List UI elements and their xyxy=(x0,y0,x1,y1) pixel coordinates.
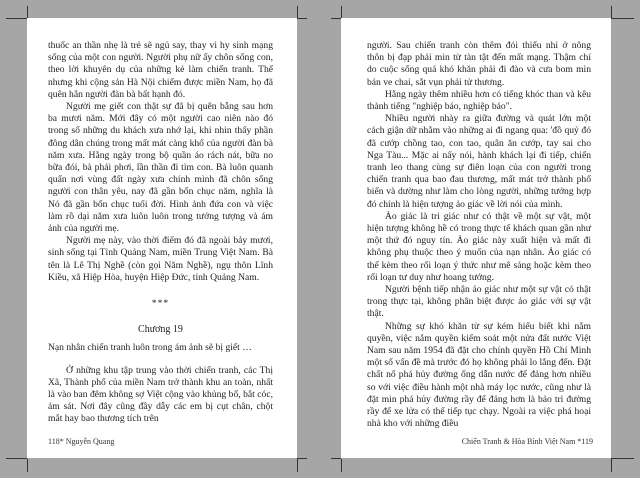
paragraph: Những sự khó khăn từ sự kém hiểu biết khi nắm quyền, việc nắm quyền kiểm soát một nửa đất nước Việt Nam sau năm 1954 đã đặt cho chính quyền Hồ Chí Minh một số vấn đề mà trước đó họ không phải lo lắng đến. Đặt chất nổ phá hủy đường ống dẫn nước để đảng hơn nhiều so với việc điều hành một nhà máy lọc nước, cũng như là đặt mìn phá hủy đường rầy để đảng hơn là bảo trì đường rầy để xe lửa có thể tiếp tục chạy. Ngoài ra việc phá hoại nhà kho với những điều xyxy=(367,320,591,430)
crop-mark xyxy=(341,459,342,472)
crop-mark xyxy=(611,18,634,19)
left-page xyxy=(27,18,297,458)
paragraph: Ở những khu tập trung vào thời chiến tranh, các Thị Xã, Thành phố của miền Nam trở thành khu an toàn, nhất là vào ban đêm không sợ Việt cộng vào khủng bố, bắt cóc, ám sát. Nơi đây cũng đầy dẫy các em bị cụt chân, chột mắt hay bao thương tích trên xyxy=(48,364,273,425)
crop-mark xyxy=(27,6,28,18)
crop-mark xyxy=(611,6,612,18)
chapter-subtitle: Nạn nhân chiến tranh luôn trong ám ảnh sẽ bị giết … xyxy=(48,342,252,354)
crop-mark xyxy=(297,459,298,472)
paragraph: Nhiều người nhày ra giữa đường và quát lớn một cách giận dữ nhằm vào những ai đi ngang qua: 'đồ quỷ đỏ đã cướp chồng tao, con tao, quân ăn cướp, tay sai cho Nga Tàu... Mặc ai nấy nói, hành khách lại đi tiếp, chiến tranh leo thang cùng sự điên loạn của con người trong chiến tranh qua bao đau thương, mất mát trở thành phố biến và dường như làm cho lòng người, những tưởng hợp đó chính là hiện tượng ảo giác về lời nói của mình. xyxy=(367,113,591,210)
left-page-text xyxy=(48,40,273,426)
paragraph: Hằng ngày thêm nhiều hơn có tiếng khóc than và kêu thành tiếng "nghiệp báo, nghiệp báo". xyxy=(367,88,591,113)
paragraph: người. Sau chiến tranh còn thêm đói thiếu nhỉ ở nông thôn bị đạp phải mìn từ tàn tật đến mất mạng. Thậm chí do cuộc sống quá khó khăn phải đi đào và cưa bom mìn bán ve chai, sắt vụn phải tử thương. xyxy=(367,40,591,88)
crop-mark xyxy=(6,18,27,19)
paragraph: Người bệnh tiếp nhận ảo giác như một sự vật có thật trong thực tại, không phân biệt được ảo giác với sự vật thật. xyxy=(367,284,591,320)
crop-mark xyxy=(6,458,27,459)
crop-mark xyxy=(341,6,342,18)
crop-mark xyxy=(297,458,307,459)
page-footer: Chiến Tranh & Hòa Bình Việt Nam *119 xyxy=(461,437,593,446)
paragraph: Ảo giác là tri giác như có thật về một sự vật, một hiện tượng không hề có trong thực tế khách quan gần như một thứ đó nguy tín. Ảo giác này xuất hiện và mất đi không phụ thuộc theo ý muốn của nạn nhân. Ảo giác có thể kèm theo rối loạn ý thức như mê sảng hoặc kèm theo rối loạn tư duy như hoang tưởng. xyxy=(367,210,591,283)
section-separator: *** xyxy=(151,298,170,310)
crop-mark xyxy=(297,6,298,18)
right-page-text xyxy=(367,40,591,431)
crop-mark xyxy=(611,459,612,472)
crop-mark xyxy=(331,18,341,19)
crop-mark xyxy=(331,458,341,459)
paragraph: thuốc an thần nhẹ là trẻ sẽ ngủ say, thay vì hy sinh mạng sống của một con người. Người phụ nữ ấy chôn sống con, theo lời khuyên dụ của những kẻ làm chiến tranh. Thế nhưng khi cộng sản Hà Nội chiếm được miền Nam, họ đã quên hẳn người đàn bà bất hạnh đó. xyxy=(48,40,273,100)
crop-mark xyxy=(611,458,634,459)
right-page xyxy=(341,18,611,458)
crop-mark xyxy=(27,459,28,472)
paragraph: Người mẹ này, vào thời điểm đó đã ngoài bảy mươi, sinh sống tại Tỉnh Quảng Nam, miền Trung Việt Nam. Bà tên là Lê Thị Nghề (còn gọi Năm Nghề), ngụ thôn Lĩnh Kiều, xã Hiệp Hòa, huyện Hiệp Đức, tỉnh Quảng Nam. xyxy=(48,235,273,283)
chapter-title: Chương 19 xyxy=(138,324,183,336)
paragraph: Người mẹ giết con thật sự đã bị quên bẵng sau hơn ba mươi năm. Mới đây có một người cao niên nào đó trong số những du khách xưa nhớ lại, khi nhìn thấy phần đông dân chúng trong mất mát càng khổ của người đàn bà năm xưa. Hằng ngày trong bộ quần áo rách nát, bữa no bữa đói, bà phải phơi, lần thần đi tìm con. Bà luôn quanh quẩn nơi vùng đất ngày xưa chính mình đã chôn sống người con thân yêu, nay đã gần bốn chục năm, nghĩa là Nó đã gần bốn chục tuổi đời. Hình ảnh đứa con và việc làm rồ dại năm xưa luôn luôn trong tưởng tượng và ám ảnh của người mẹ. xyxy=(48,101,273,235)
crop-mark xyxy=(297,18,307,19)
page-footer: 118* Nguyễn Quang xyxy=(48,437,115,446)
